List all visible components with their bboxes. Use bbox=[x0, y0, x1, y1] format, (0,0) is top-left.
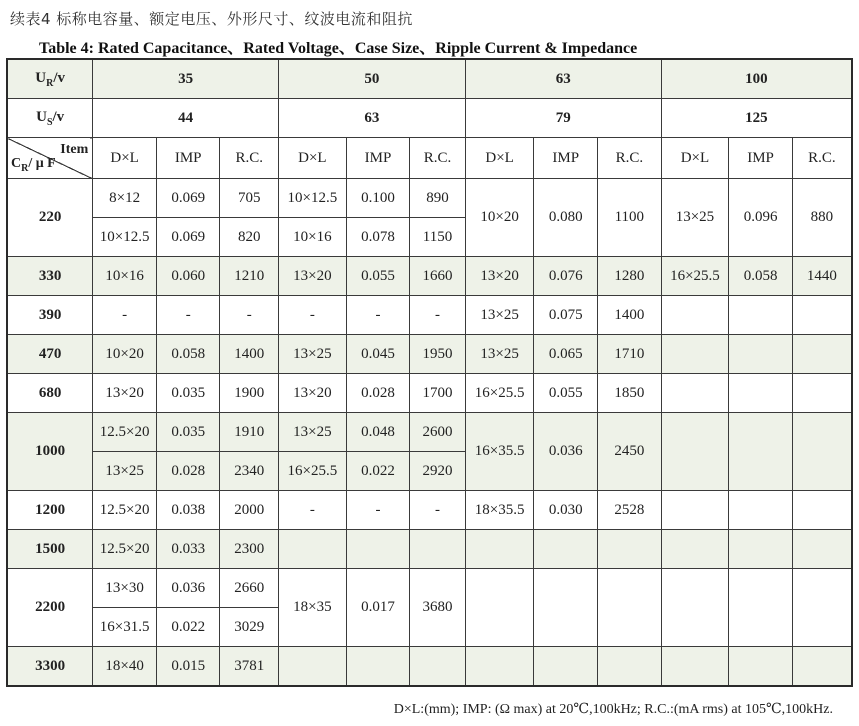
table-cell: 890 bbox=[410, 179, 466, 218]
table-cell: 3029 bbox=[220, 608, 279, 647]
table-cell: 18×40 bbox=[93, 647, 157, 687]
table-cell: 1100 bbox=[598, 179, 662, 257]
cap-cell: 390 bbox=[7, 296, 93, 335]
empty-cell bbox=[279, 647, 347, 687]
table-cell: 0.058 bbox=[156, 335, 220, 374]
table-cell: 1440 bbox=[792, 257, 852, 296]
empty-cell bbox=[465, 530, 534, 569]
table-cell: 13×30 bbox=[93, 569, 157, 608]
cap-cell: 1200 bbox=[7, 491, 93, 530]
ur-50: 50 bbox=[279, 59, 466, 99]
table-row-1500 bbox=[7, 530, 852, 569]
us-79: 79 bbox=[465, 99, 661, 138]
table-cell: 2920 bbox=[410, 452, 466, 491]
table-cell: 3680 bbox=[410, 569, 466, 647]
table-cell: 16×25.5 bbox=[661, 257, 729, 296]
empty-cell bbox=[729, 569, 793, 647]
table-cell: 0.055 bbox=[346, 257, 410, 296]
table-cell: - bbox=[346, 296, 410, 335]
dl-header: D×L bbox=[661, 138, 729, 179]
imp-header: IMP bbox=[534, 138, 598, 179]
table-cell: 0.028 bbox=[346, 374, 410, 413]
table-cell: 0.080 bbox=[534, 179, 598, 257]
empty-cell bbox=[661, 491, 729, 530]
empty-cell bbox=[598, 647, 662, 687]
table-cell: 13×20 bbox=[279, 374, 347, 413]
empty-cell bbox=[534, 530, 598, 569]
table-cell: 16×25.5 bbox=[465, 374, 534, 413]
table-cell: 0.033 bbox=[156, 530, 220, 569]
table-cell: 10×12.5 bbox=[93, 218, 157, 257]
footnote: D×L:(mm); IMP: (Ω max) at 20℃,100kHz; R.C.:(mA rms) at 105℃,100kHz. bbox=[393, 702, 833, 717]
table-cell: 10×20 bbox=[465, 179, 534, 257]
table-cell: 13×20 bbox=[465, 257, 534, 296]
empty-cell bbox=[661, 569, 729, 647]
table-row-680 bbox=[7, 374, 852, 413]
corner-header bbox=[7, 138, 93, 179]
table-cell: 0.036 bbox=[534, 413, 598, 491]
empty-cell bbox=[792, 374, 852, 413]
table-cell: 13×25 bbox=[279, 335, 347, 374]
table-row-3300 bbox=[7, 647, 852, 687]
table-cell: 13×20 bbox=[279, 257, 347, 296]
page-title-cn: 续表4 标称电容量、额定电压、外形尺寸、纹波电流和阻抗 bbox=[10, 10, 413, 28]
table-cell: 0.069 bbox=[156, 179, 220, 218]
cap-cell: 3300 bbox=[7, 647, 93, 687]
empty-cell bbox=[598, 569, 662, 647]
table-cell: 8×12 bbox=[93, 179, 157, 218]
table-cell: 1900 bbox=[220, 374, 279, 413]
empty-cell bbox=[410, 530, 466, 569]
table-cell: 1280 bbox=[598, 257, 662, 296]
table-row-220 bbox=[7, 179, 852, 218]
table-cell: 0.065 bbox=[534, 335, 598, 374]
empty-cell bbox=[279, 530, 347, 569]
table-cell: 0.030 bbox=[534, 491, 598, 530]
table-cell: 10×16 bbox=[93, 257, 157, 296]
table-cell: 1150 bbox=[410, 218, 466, 257]
table-cell: 0.048 bbox=[346, 413, 410, 452]
table-cell: 12.5×20 bbox=[93, 530, 157, 569]
empty-cell bbox=[792, 413, 852, 491]
table-cell: - bbox=[279, 296, 347, 335]
table-cell: 0.100 bbox=[346, 179, 410, 218]
rc-header: R.C. bbox=[792, 138, 852, 179]
table-cell: 0.017 bbox=[346, 569, 410, 647]
ur-63: 63 bbox=[465, 59, 661, 99]
table-row-1000 bbox=[7, 413, 852, 452]
table-cell: 16×35.5 bbox=[465, 413, 534, 491]
dl-header: D×L bbox=[465, 138, 534, 179]
empty-cell bbox=[598, 530, 662, 569]
table-cell: 0.045 bbox=[346, 335, 410, 374]
rc-header: R.C. bbox=[598, 138, 662, 179]
table-cell: 2300 bbox=[220, 530, 279, 569]
dl-header: D×L bbox=[93, 138, 157, 179]
table-cell: 880 bbox=[792, 179, 852, 257]
empty-cell bbox=[661, 413, 729, 491]
table-row-1200 bbox=[7, 491, 852, 530]
table-cell: - bbox=[410, 491, 466, 530]
ur-label: $U_R/v$ bbox=[7, 59, 93, 99]
table-row-470 bbox=[7, 335, 852, 374]
table-cell: 0.015 bbox=[156, 647, 220, 687]
empty-cell bbox=[661, 296, 729, 335]
empty-cell bbox=[792, 647, 852, 687]
table-cell: 2600 bbox=[410, 413, 466, 452]
table-cell: 0.069 bbox=[156, 218, 220, 257]
cap-cell: 220 bbox=[7, 179, 93, 257]
table-cell: 2660 bbox=[220, 569, 279, 608]
ur-100: 100 bbox=[661, 59, 852, 99]
table-cell: 2340 bbox=[220, 452, 279, 491]
empty-cell bbox=[729, 530, 793, 569]
empty-cell bbox=[729, 413, 793, 491]
table-cell: 13×25 bbox=[661, 179, 729, 257]
empty-cell bbox=[661, 374, 729, 413]
table-cell: 0.028 bbox=[156, 452, 220, 491]
empty-cell bbox=[465, 647, 534, 687]
empty-cell bbox=[661, 335, 729, 374]
table-cell: 13×25 bbox=[465, 296, 534, 335]
table-cell: 0.035 bbox=[156, 413, 220, 452]
table-cell: 0.078 bbox=[346, 218, 410, 257]
table-cell: 0.022 bbox=[156, 608, 220, 647]
cap-cell: 1500 bbox=[7, 530, 93, 569]
ur-row bbox=[7, 59, 852, 99]
empty-cell bbox=[346, 530, 410, 569]
table-cell: 0.022 bbox=[346, 452, 410, 491]
table-row-390 bbox=[7, 296, 852, 335]
imp-header: IMP bbox=[729, 138, 793, 179]
table-cell: 16×25.5 bbox=[279, 452, 347, 491]
table-cell: 13×20 bbox=[93, 374, 157, 413]
dl-header: D×L bbox=[279, 138, 347, 179]
imp-header: IMP bbox=[156, 138, 220, 179]
empty-cell bbox=[661, 530, 729, 569]
table-row-2200 bbox=[7, 569, 852, 608]
table-cell: 10×12.5 bbox=[279, 179, 347, 218]
table-cell: 705 bbox=[220, 179, 279, 218]
table-cell: - bbox=[156, 296, 220, 335]
table-cell: 1850 bbox=[598, 374, 662, 413]
table-cell: - bbox=[220, 296, 279, 335]
table-cell: 1400 bbox=[220, 335, 279, 374]
table-cell: 13×25 bbox=[93, 452, 157, 491]
cap-cell: 1000 bbox=[7, 413, 93, 491]
table-row-330 bbox=[7, 257, 852, 296]
table-cell: - bbox=[279, 491, 347, 530]
table-cell: 0.075 bbox=[534, 296, 598, 335]
us-125: 125 bbox=[661, 99, 852, 138]
table-cell: 0.096 bbox=[729, 179, 793, 257]
cr-label: $C_R/$ μ F bbox=[11, 156, 56, 174]
table-cell: 1700 bbox=[410, 374, 466, 413]
table-cell: 2528 bbox=[598, 491, 662, 530]
table-cell: 2000 bbox=[220, 491, 279, 530]
ur-35: 35 bbox=[93, 59, 279, 99]
table-cell: 1710 bbox=[598, 335, 662, 374]
empty-cell bbox=[346, 647, 410, 687]
us-label: $U_S/v$ bbox=[7, 99, 93, 138]
cap-cell: 2200 bbox=[7, 569, 93, 647]
table-cell: 0.055 bbox=[534, 374, 598, 413]
table-cell: 18×35.5 bbox=[465, 491, 534, 530]
cap-cell: 330 bbox=[7, 257, 93, 296]
empty-cell bbox=[729, 335, 793, 374]
table-cell: 0.060 bbox=[156, 257, 220, 296]
table-cell: 10×20 bbox=[93, 335, 157, 374]
empty-cell bbox=[792, 491, 852, 530]
table-cell: 13×25 bbox=[279, 413, 347, 452]
page-title-en: Table 4: Rated Capacitance、Rated Voltage、Case Size、Ripple Current & Impedance bbox=[39, 40, 638, 57]
empty-cell bbox=[410, 647, 466, 687]
empty-cell bbox=[534, 569, 598, 647]
empty-cell bbox=[729, 296, 793, 335]
rc-header: R.C. bbox=[220, 138, 279, 179]
empty-cell bbox=[729, 374, 793, 413]
us-63: 63 bbox=[279, 99, 466, 138]
column-header-row bbox=[7, 138, 852, 179]
empty-cell bbox=[729, 491, 793, 530]
table-cell: 0.036 bbox=[156, 569, 220, 608]
table-cell: 10×16 bbox=[279, 218, 347, 257]
table-cell: 12.5×20 bbox=[93, 413, 157, 452]
table-cell: - bbox=[346, 491, 410, 530]
empty-cell bbox=[661, 647, 729, 687]
table-cell: 1400 bbox=[598, 296, 662, 335]
table-cell: 12.5×20 bbox=[93, 491, 157, 530]
us-row bbox=[7, 99, 852, 138]
rc-header: R.C. bbox=[410, 138, 466, 179]
spec-table bbox=[6, 58, 853, 687]
empty-cell bbox=[729, 647, 793, 687]
empty-cell bbox=[792, 335, 852, 374]
empty-cell bbox=[792, 569, 852, 647]
item-label: Item bbox=[60, 142, 89, 157]
table-cell: - bbox=[93, 296, 157, 335]
table-cell: 1950 bbox=[410, 335, 466, 374]
imp-header: IMP bbox=[346, 138, 410, 179]
empty-cell bbox=[792, 530, 852, 569]
table-cell: 1910 bbox=[220, 413, 279, 452]
empty-cell bbox=[465, 569, 534, 647]
table-cell: 1660 bbox=[410, 257, 466, 296]
table-cell: 2450 bbox=[598, 413, 662, 491]
table-cell: 18×35 bbox=[279, 569, 347, 647]
table-cell: 0.038 bbox=[156, 491, 220, 530]
table-cell: 13×25 bbox=[465, 335, 534, 374]
table-cell: 16×31.5 bbox=[93, 608, 157, 647]
empty-cell bbox=[792, 296, 852, 335]
table-cell: 1210 bbox=[220, 257, 279, 296]
empty-cell bbox=[534, 647, 598, 687]
table-cell: 0.076 bbox=[534, 257, 598, 296]
us-44: 44 bbox=[93, 99, 279, 138]
table-cell: - bbox=[410, 296, 466, 335]
table-cell: 3781 bbox=[220, 647, 279, 687]
table-cell: 0.058 bbox=[729, 257, 793, 296]
table-cell: 0.035 bbox=[156, 374, 220, 413]
cap-cell: 680 bbox=[7, 374, 93, 413]
cap-cell: 470 bbox=[7, 335, 93, 374]
table-cell: 820 bbox=[220, 218, 279, 257]
